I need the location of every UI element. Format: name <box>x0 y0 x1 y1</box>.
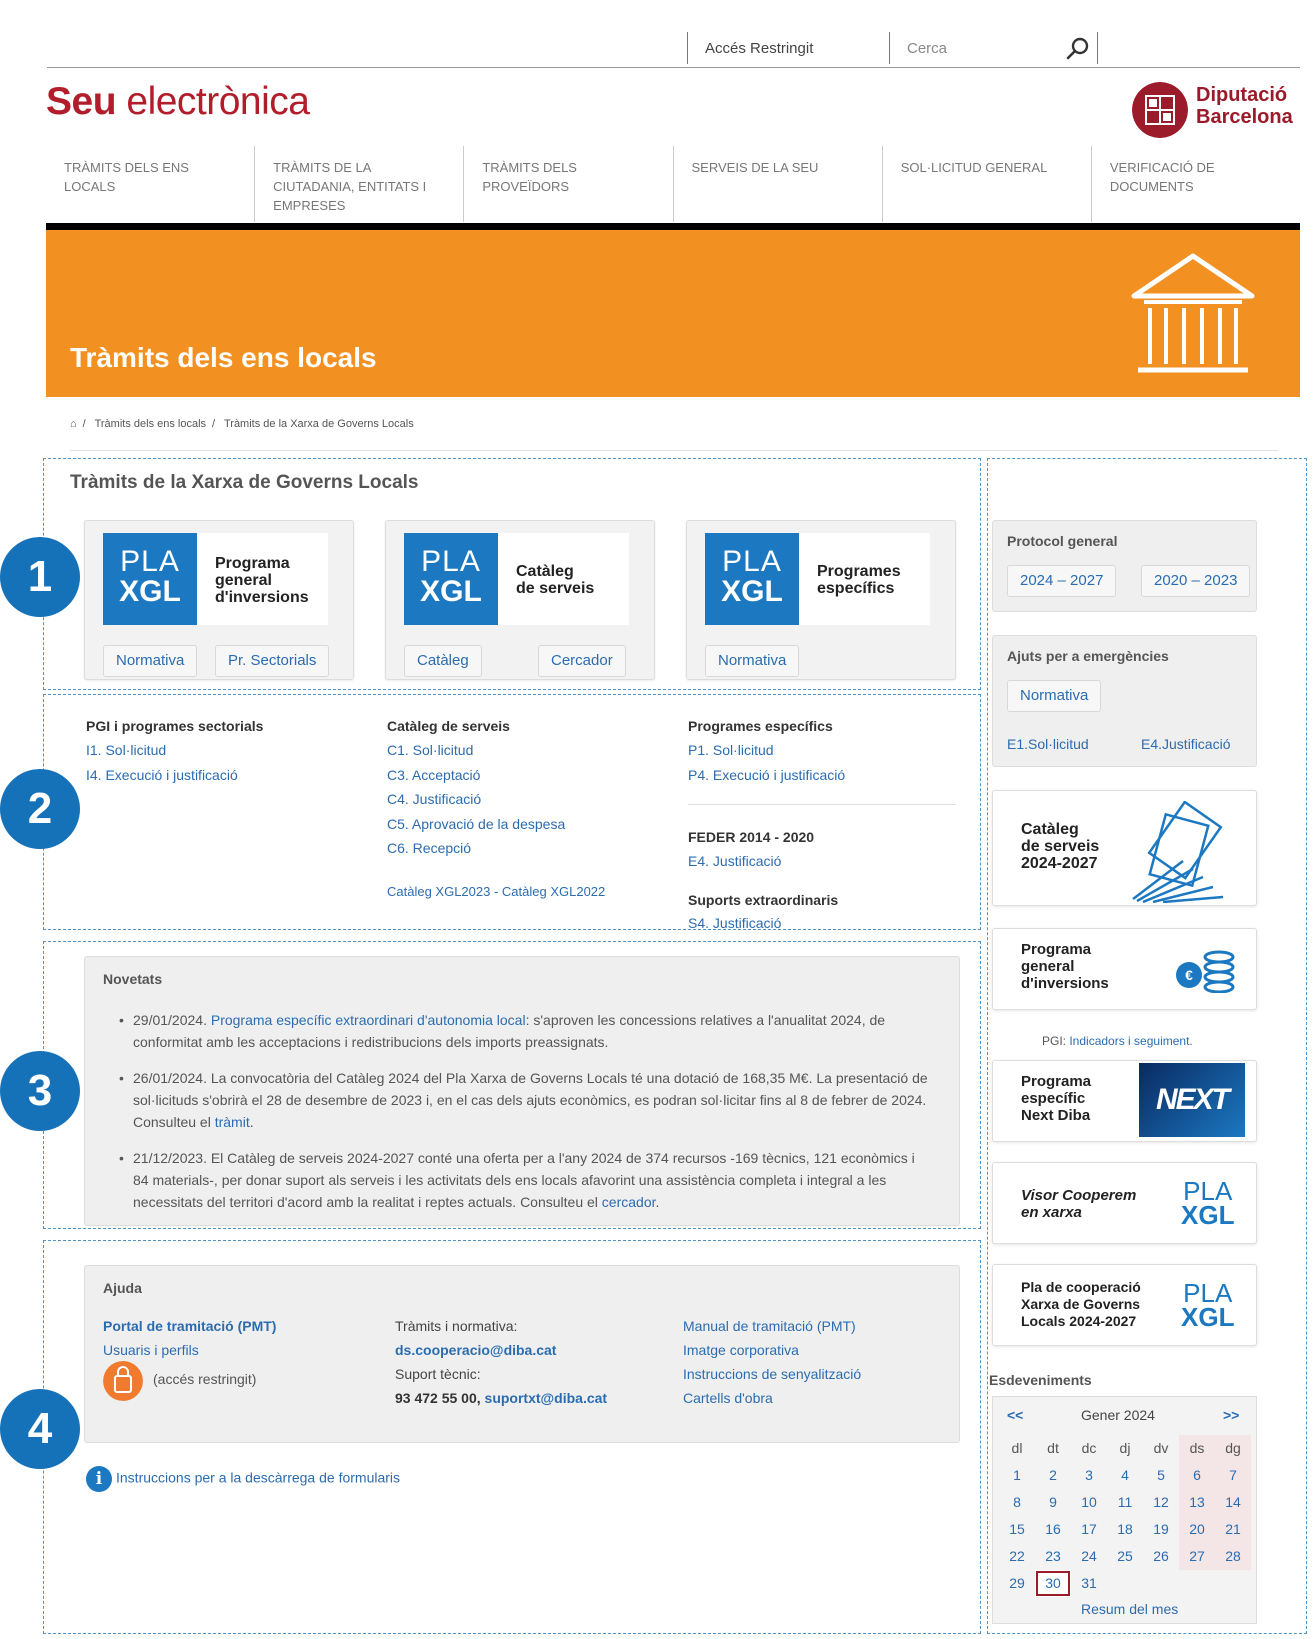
pgi-indicators-note: PGI: Indicadors i seguiment. <box>1042 1034 1193 1048</box>
calendar-day[interactable]: 4 <box>1121 1467 1129 1483</box>
column-title: PGI i programes sectorials <box>86 718 264 734</box>
link-i4[interactable]: I4. Execució i justificació <box>86 767 238 783</box>
restricted-access-link[interactable]: Accés Restringit <box>705 40 814 57</box>
cards-fan-icon <box>1123 801 1243 903</box>
link-p1[interactable]: P1. Sol·licitud <box>688 742 774 758</box>
news-panel <box>84 956 960 1226</box>
promo-visor[interactable] <box>992 1162 1257 1244</box>
calendar-day[interactable]: 1 <box>1013 1467 1021 1483</box>
calendar-week-row <box>999 1516 1251 1543</box>
pla-xgl-logo[interactable] <box>705 533 930 625</box>
events-title: Esdeveniments <box>989 1372 1092 1388</box>
link-e4[interactable]: E4.Justificació <box>1141 736 1231 752</box>
search-input[interactable]: Cerca <box>907 40 948 57</box>
support-label: Suport tècnic: <box>395 1366 481 1382</box>
breadcrumb-item[interactable]: Tràmits dels ens locals <box>94 418 207 430</box>
calendar-day[interactable]: 24 <box>1081 1548 1097 1564</box>
pla-xgl-mark: PLA XGL <box>404 533 498 625</box>
calendar-month: Gener 2024 <box>1081 1407 1155 1423</box>
search-icon[interactable] <box>1065 36 1091 62</box>
nav-item-proveidors[interactable]: TRÀMITS DELS PROVEÏDORS <box>464 146 673 222</box>
coins-icon <box>1173 949 1239 993</box>
top-bar <box>47 30 1300 68</box>
weekday-label: dl <box>1011 1440 1023 1456</box>
link-e1[interactable]: E1.Sol·licitud <box>1007 736 1089 752</box>
pla-xgl-logo: PLA XGL <box>1181 1278 1235 1332</box>
hero-banner <box>46 230 1300 397</box>
card-caption: Programes específics <box>817 563 901 597</box>
tramits-label: Tràmits i normativa: <box>395 1318 518 1334</box>
calendar-day[interactable]: 12 <box>1153 1494 1169 1510</box>
link-c1[interactable]: C1. Sol·licitud <box>387 742 474 758</box>
cercador-button[interactable]: Cercador <box>538 645 626 677</box>
divider <box>889 32 890 64</box>
identity-link[interactable]: Imatge corporativa <box>683 1342 799 1358</box>
protocol-2020-button[interactable]: 2020 – 2023 <box>1141 565 1250 597</box>
column-title: Suports extraordinaris <box>688 892 839 908</box>
link-e4[interactable]: E4. Justificació <box>688 853 782 869</box>
nav-item-verificacio[interactable]: VERIFICACIÓ DE DOCUMENTS <box>1109 160 1215 194</box>
step-badge-4: 4 <box>0 1389 80 1469</box>
promo-text: Catàleg de serveis 2024-2027 <box>1021 821 1100 872</box>
normativa-button[interactable]: Normativa <box>1007 680 1101 712</box>
users-link[interactable]: Usuaris i perfils <box>103 1342 199 1358</box>
card-caption: Programa general d'inversions <box>215 555 309 606</box>
link-s4[interactable]: S4. Justificació <box>688 915 782 929</box>
protocol-box <box>992 520 1257 612</box>
news-item: • 26/01/2024. La convocatòria del Catàleg 2024 del Pla Xarxa de Governs Locals té una dotació de 168,35 M€. La presentació de sol·licituds s'obrirà el 28 de desembre de 2023 i, en el cas dels ajuts econòmics, es podran sol·licitar fins al 8 de febrer de 2024. Consulteu el tràmit. <box>133 1067 933 1133</box>
column-title: Catàleg de serveis <box>387 718 510 734</box>
weekday-label: dc <box>1081 1440 1097 1456</box>
help-title: Ajuda <box>103 1280 142 1296</box>
calendar-day[interactable]: 7 <box>1215 1462 1251 1489</box>
site-logo[interactable]: Seu electrònica <box>46 80 310 123</box>
pla-xgl-logo[interactable] <box>103 533 328 625</box>
posters-link[interactable]: Cartells d'obra <box>683 1390 773 1406</box>
link-c3[interactable]: C3. Acceptació <box>387 767 481 783</box>
calendar-day[interactable]: 17 <box>1081 1521 1097 1537</box>
calendar-day[interactable]: 26 <box>1153 1548 1169 1564</box>
calendar-day[interactable]: 3 <box>1085 1467 1093 1483</box>
step-badge-2: 2 <box>0 769 80 849</box>
calendar-day <box>1107 1570 1143 1597</box>
manual-link[interactable]: Manual de tramitació (PMT) <box>683 1318 856 1334</box>
section-title: Tràmits de la Xarxa de Governs Locals <box>70 472 419 493</box>
calendar-day[interactable]: 19 <box>1153 1521 1169 1537</box>
calendar-week-row <box>999 1543 1251 1570</box>
promo-cataleg[interactable] <box>992 790 1257 906</box>
next-month-button[interactable]: >> <box>1223 1407 1240 1423</box>
calendar-week-row <box>999 1462 1251 1489</box>
weekday-label: ds <box>1179 1435 1215 1462</box>
card-cataleg <box>385 520 655 680</box>
weekday-label: dt <box>1047 1440 1059 1456</box>
weekday-label: dj <box>1119 1440 1131 1456</box>
help-panel <box>84 1265 960 1443</box>
divider <box>70 450 1278 451</box>
promo-pla-cooperacio[interactable] <box>992 1264 1257 1346</box>
calendar-day[interactable]: 23 <box>1045 1548 1061 1564</box>
box-title: Ajuts per a emergències <box>1007 648 1169 664</box>
link-c6[interactable]: C6. Recepció <box>387 840 472 856</box>
lock-icon[interactable] <box>103 1361 143 1401</box>
home-icon[interactable]: ⌂ <box>70 418 77 430</box>
promo-text: Programa general d'inversions <box>1021 941 1109 992</box>
weekday-label: dg <box>1215 1435 1251 1462</box>
news-link[interactable]: cercador <box>601 1194 656 1210</box>
prev-month-button[interactable]: << <box>1007 1407 1024 1423</box>
calendar-day[interactable]: 18 <box>1117 1521 1133 1537</box>
pla-xgl-logo[interactable] <box>404 533 629 625</box>
calendar-day[interactable]: 5 <box>1157 1467 1165 1483</box>
calendar-day[interactable]: 29 <box>1009 1575 1025 1591</box>
calendar-day[interactable]: 9 <box>1049 1494 1057 1510</box>
org-name: Diputació Barcelona <box>1196 84 1293 128</box>
column-title: FEDER 2014 - 2020 <box>688 829 815 845</box>
calendar-day[interactable]: 2 <box>1049 1467 1057 1483</box>
card-pgi <box>84 520 354 680</box>
calendar <box>992 1396 1257 1624</box>
calendar-day[interactable]: 6 <box>1179 1462 1215 1489</box>
diputacio-crest-icon <box>1132 82 1188 138</box>
info-icon: i <box>86 1466 112 1492</box>
normativa-button[interactable]: Normativa <box>103 645 197 677</box>
promo-text: Programa específic Next Diba <box>1021 1073 1092 1124</box>
calendar-day[interactable]: 8 <box>1013 1494 1021 1510</box>
protocol-2024-button[interactable]: 2024 – 2027 <box>1007 565 1116 597</box>
calendar-day[interactable]: 14 <box>1215 1489 1251 1516</box>
page-title: Tràmits dels ens locals <box>70 342 377 373</box>
calendar-day <box>1179 1570 1215 1597</box>
calendar-day <box>1215 1570 1251 1597</box>
calendar-day[interactable]: 28 <box>1215 1543 1251 1570</box>
forms-download-link[interactable]: i Instruccions per a la descàrrega de formularis <box>86 1466 400 1492</box>
calendar-weekday-row <box>999 1435 1251 1462</box>
card-especifics <box>686 520 956 680</box>
nav-item-ciutadania[interactable]: TRÀMITS DE LA CIUTADANIA, ENTITATS I EMPRESES <box>255 146 464 222</box>
cataleg-button[interactable]: Catàleg <box>404 645 482 677</box>
news-item: • 21/12/2023. El Catàleg de serveis 2024-2027 conté una oferta per a l'any 2024 de 374 recursos -169 tècnics, 121 econòmics i 84 materials-, per donar suport als serveis i les activitats dels ens locals afavorint una assistència completa i integral a les necessitats del territori d'acord amb la realitat i reptes actuals. Consulteu el cercador. <box>133 1147 933 1213</box>
link-c5[interactable]: C5. Aprovació de la despesa <box>387 816 566 832</box>
calendar-day[interactable]: 31 <box>1081 1575 1097 1591</box>
box-title: Protocol general <box>1007 533 1118 549</box>
portal-link[interactable]: Portal de tramitació (PMT) <box>103 1318 277 1334</box>
nav-item-ens-locals[interactable]: TRÀMITS DELS ENS LOCALS <box>46 146 255 222</box>
calendar-day[interactable]: 21 <box>1215 1516 1251 1543</box>
sectorials-button[interactable]: Pr. Sectorials <box>215 645 329 677</box>
calendar-day-today[interactable]: 30 <box>1035 1570 1071 1597</box>
promo-next-diba[interactable] <box>992 1060 1257 1142</box>
news-link[interactable]: tràmit <box>214 1114 250 1130</box>
breadcrumb-current: Tràmits de la Xarxa de Governs Locals <box>223 418 414 430</box>
calendar-day[interactable]: 27 <box>1179 1543 1215 1570</box>
signage-link[interactable]: Instruccions de senyalització <box>683 1366 862 1382</box>
promo-text: Pla de cooperació Xarxa de Governs Locals 2024-2027 <box>1021 1279 1141 1329</box>
normativa-button[interactable]: Normativa <box>705 645 799 677</box>
calendar-day[interactable]: 16 <box>1045 1521 1061 1537</box>
nav-divider <box>46 223 1300 230</box>
calendar-day[interactable]: 13 <box>1179 1489 1215 1516</box>
pla-xgl-logo: PLA XGL <box>1181 1176 1235 1230</box>
tramits-email[interactable]: ds.cooperacio@diba.cat <box>395 1342 557 1358</box>
calendar-day[interactable]: 10 <box>1081 1494 1097 1510</box>
breadcrumb: ⌂ / Tràmits dels ens locals / Tràmits de la Xarxa de Governs Locals <box>70 418 414 430</box>
emergencies-box <box>992 635 1257 767</box>
link-c4[interactable]: C4. Justificació <box>387 791 482 807</box>
divider <box>687 32 688 64</box>
weekday-label: dv <box>1153 1440 1169 1456</box>
calendar-day[interactable]: 11 <box>1117 1494 1133 1510</box>
calendar-grid <box>999 1435 1251 1597</box>
link-i1[interactable]: I1. Sol·licitud <box>86 742 167 758</box>
divider <box>688 804 956 805</box>
nav-item-sollicitud-general[interactable]: SOL·LICITUD GENERAL <box>883 146 1092 222</box>
support-phone: 93 472 55 00, suportxt@diba.cat <box>395 1390 608 1406</box>
restricted-link[interactable]: (accés restringit) <box>153 1371 257 1387</box>
nav-item-serveis-seu[interactable]: SERVEIS DE LA SEU <box>674 146 883 222</box>
pgi-indicators-link[interactable]: Indicadors i seguiment. <box>1069 1034 1193 1048</box>
calendar-day[interactable]: 20 <box>1179 1516 1215 1543</box>
svg-text:€: € <box>1185 967 1193 983</box>
calendar-day[interactable]: 25 <box>1117 1548 1133 1564</box>
support-email[interactable]: suportxt@diba.cat <box>484 1390 608 1406</box>
calendar-day <box>1143 1570 1179 1597</box>
pla-xgl-mark: PLA XGL <box>103 533 197 625</box>
step-badge-1: 1 <box>0 537 80 617</box>
calendar-week-row <box>999 1570 1251 1597</box>
news-item: • 29/01/2024. Programa específic extraordinari d'autonomia local: s'aproven les concessions relatives a l'anualitat 2024, de conformitat amb les acceptacions i redistribucions dels imports preassignats. <box>133 1009 933 1053</box>
next-logo: NEXT <box>1139 1063 1245 1137</box>
calendar-day[interactable]: 15 <box>1009 1521 1025 1537</box>
main-nav <box>46 146 1300 222</box>
step-badge-3: 3 <box>0 1051 80 1131</box>
news-title: Novetats <box>103 971 163 987</box>
month-summary-link[interactable]: Resum del mes <box>1081 1601 1179 1617</box>
calendar-day[interactable]: 22 <box>1009 1548 1025 1564</box>
pla-xgl-mark: PLA XGL <box>705 533 799 625</box>
promo-pgi[interactable] <box>992 928 1257 1010</box>
calendar-week-row <box>999 1489 1251 1516</box>
card-caption: Catàleg de serveis <box>516 563 595 597</box>
institution-building-icon <box>1130 252 1256 380</box>
promo-text: Visor Cooperem en xarxa <box>1021 1187 1137 1221</box>
column-title: Programes específics <box>688 718 833 734</box>
cataleg-archive-links[interactable]: Catàleg XGL2023 - Catàleg XGL2022 <box>387 884 606 899</box>
divider <box>1097 32 1098 64</box>
news-link[interactable]: Programa específic extraordinari d'autonomia local <box>210 1012 526 1028</box>
link-p4[interactable]: P4. Execució i justificació <box>688 767 846 783</box>
